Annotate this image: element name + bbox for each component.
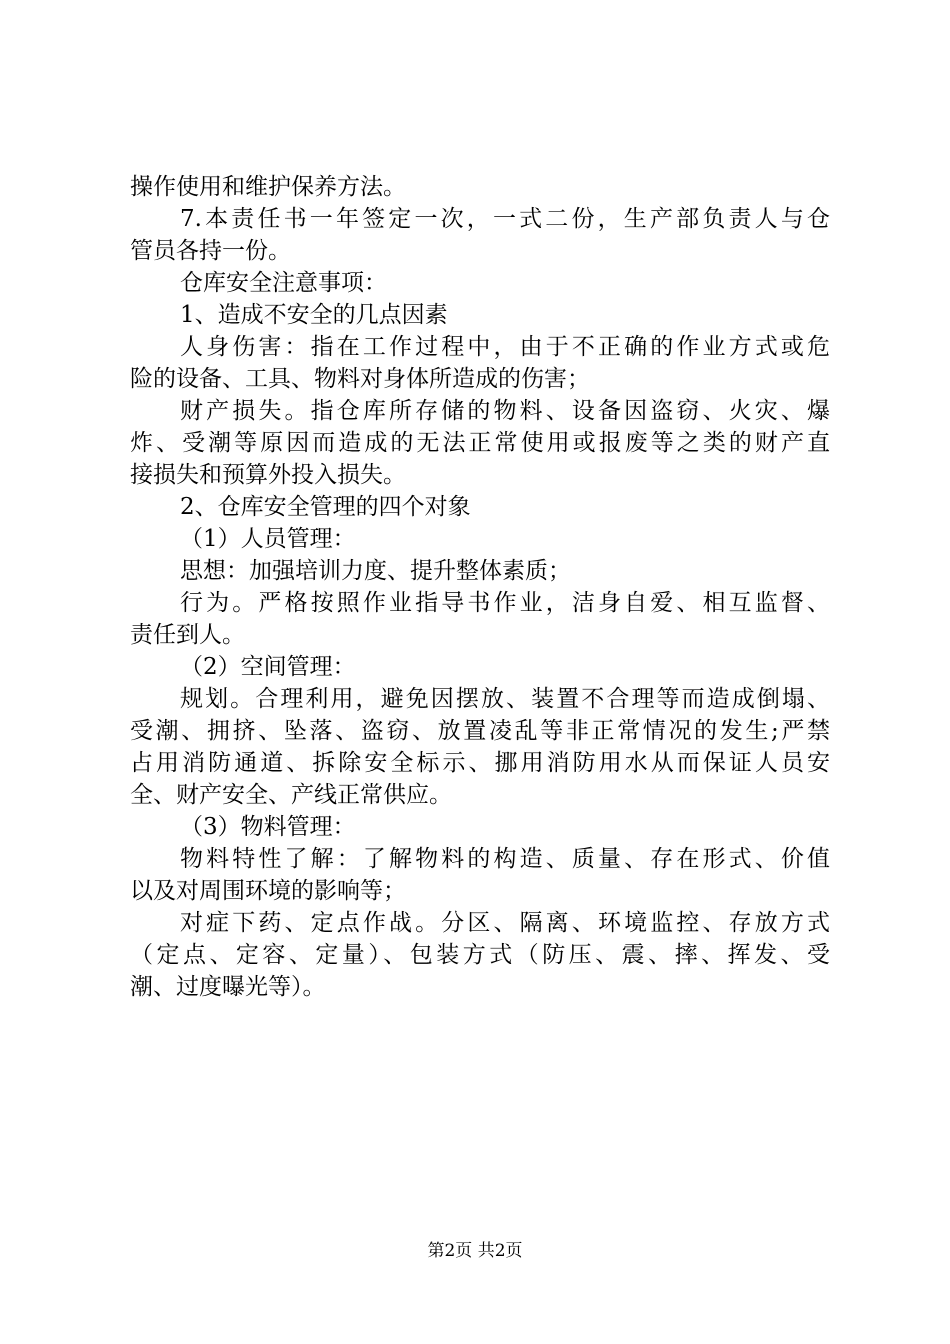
text-line: 炸、受潮等原因而造成的无法正常使用或报废等之类的财产直 <box>130 430 830 456</box>
text-line: 思想：加强培训力度、提升整体素质； <box>180 558 571 584</box>
page-number-footer: 第2页 共2页 <box>427 1241 523 1261</box>
text-line: 仓库安全注意事项： <box>180 270 387 296</box>
text-line: 操作使用和维护保养方法。 <box>130 174 406 200</box>
text-line: （2）空间管理： <box>180 654 356 680</box>
text-line: 以及对周围环境的影响等； <box>130 878 406 904</box>
text-line: （定点、定容、定量）、包装方式（防压、震、摔、挥发、受 <box>130 942 830 968</box>
text-line: 1、造成不安全的几点因素 <box>180 302 448 328</box>
text-line: 规划。合理利用，避免因摆放、装置不合理等而造成倒塌、 <box>180 686 830 712</box>
text-line: 物料特性了解：了解物料的构造、质量、存在形式、价值 <box>180 846 830 872</box>
text-line: 占用消防通道、拆除安全标示、挪用消防用水从而保证人员安 <box>130 750 830 776</box>
text-line: 全、财产安全、产线正常供应。 <box>130 782 452 808</box>
text-line: 管员各持一份。 <box>130 238 291 264</box>
text-line: （3）物料管理： <box>180 814 356 840</box>
text-line: 人身伤害：指在工作过程中，由于不正确的作业方式或危 <box>180 334 830 360</box>
text-line: 行为。严格按照作业指导书作业，洁身自爱、相互监督、 <box>180 590 830 616</box>
text-line: （1）人员管理： <box>180 526 356 552</box>
document-body <box>130 171 830 1003</box>
text-line: 接损失和预算外投入损失。 <box>130 462 406 488</box>
text-line: 受潮、拥挤、坠落、盗窃、放置凌乱等非正常情况的发生;严禁 <box>130 718 830 744</box>
text-line: 责任到人。 <box>130 622 245 648</box>
text-line: 财产损失。指仓库所存储的物料、设备因盗窃、火灾、爆 <box>180 398 830 424</box>
text-line: 险的设备、工具、物料对身体所造成的伤害； <box>130 366 590 392</box>
text-line: 潮、过度曝光等）。 <box>130 974 326 1000</box>
text-line: 对症下药、定点作战。分区、隔离、环境监控、存放方式 <box>180 910 830 936</box>
text-line: 7.本责任书一年签定一次，一式二份，生产部负责人与仓 <box>180 206 830 232</box>
text-line: 2、仓库安全管理的四个对象 <box>180 494 471 520</box>
